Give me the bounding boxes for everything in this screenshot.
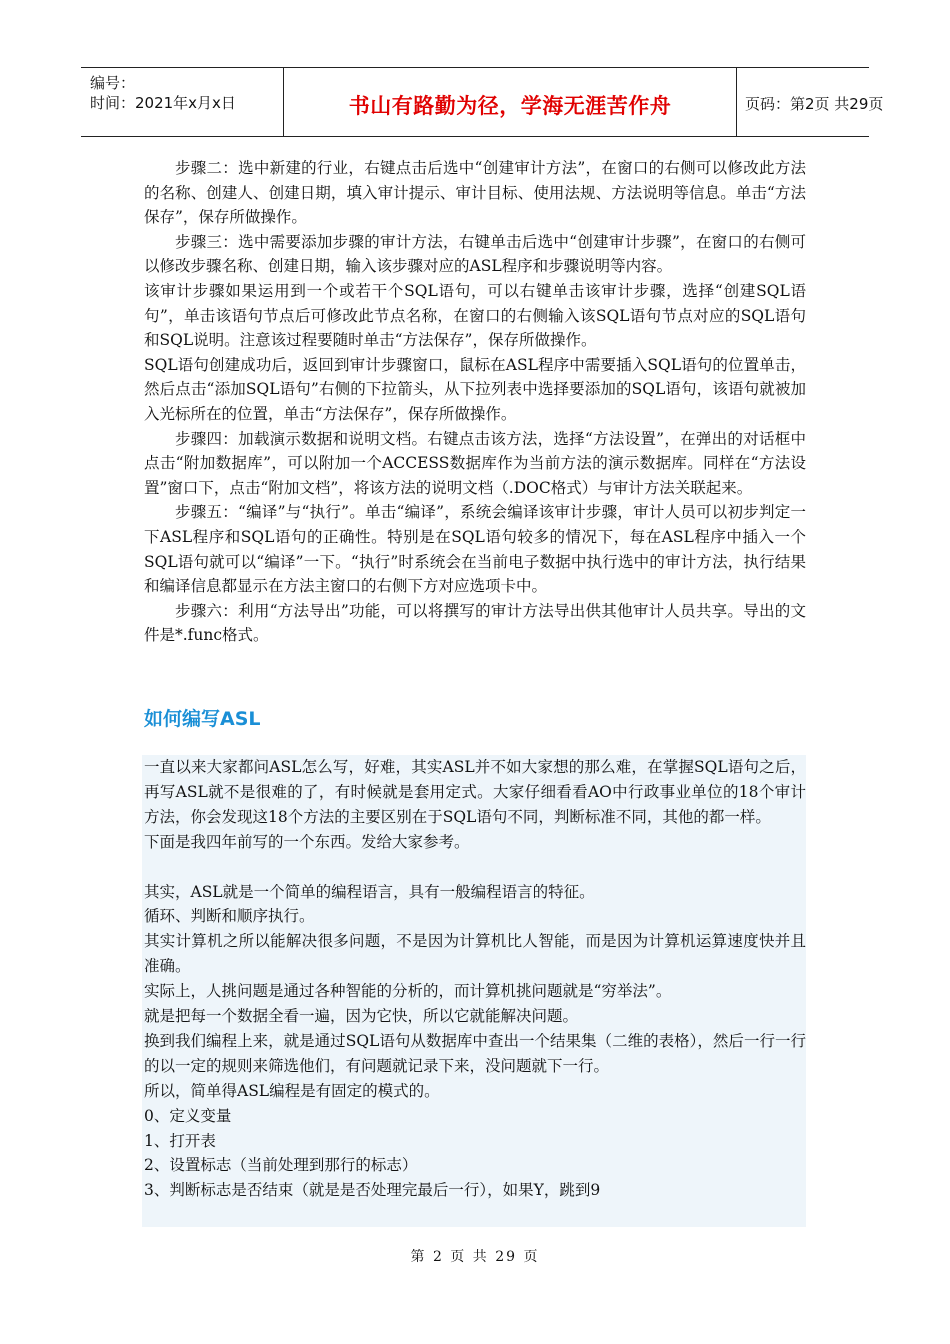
paragraph-sql-create: 该审计步骤如果运用到一个或若干个SQL语句，可以右键单击该审计步骤，选择“创建SQL语句”，单击该语句节点后可修改此节点名称，在窗口的右侧输入该SQL语句节点对应的SQL语句和SQL说明。注意该过程要随时单击“方法保存”，保存所做操作。: [144, 281, 806, 350]
section-heading: 如何编写ASL: [144, 708, 261, 730]
quote-blank-line: [142, 855, 806, 880]
paragraph-step-4: 步骤四：加载演示数据和说明文档。右键点击该方法，选择“方法设置”，在弹出的对话框中点击“附加数据库”，可以附加一个ACCESS数据库作为当前方法的演示数据库。同样在“方法设置”窗口下，点击“附加文档”，将该方法的说明文档（.DOC格式）与审计方法关联起来。: [144, 429, 806, 497]
quote-list-item: 2、设置标志（当前处理到那行的标志）: [144, 1156, 418, 1175]
quote-line: 下面是我四年前写的一个东西。发给大家参考。: [144, 832, 470, 851]
header-time-label: 时间：2021年x月x日: [90, 94, 236, 112]
quote-line: 实际上，人挑问题是通过各种智能的分析的，而计算机挑问题就是“穷举法”。: [144, 982, 672, 1001]
quote-line: 换到我们编程上来，就是通过SQL语句从数据库中查出一个结果集（二维的表格），然后一行一行的以一定的规则来筛选他们，有问题就记录下来，没问题就下一行。: [144, 1031, 806, 1075]
paragraph-step-3: 步骤三：选中需要添加步骤的审计方法，右键单击后选中“创建审计步骤”，在窗口的右侧可以修改步骤名称、创建日期，输入该步骤对应的ASL程序和步骤说明等内容。: [144, 232, 806, 276]
page-footer: 第 2 页 共 29 页: [410, 1249, 540, 1265]
header-page-label: 页码：第2页 共29页: [745, 95, 884, 113]
quote-list-item: 0、定义变量: [144, 1106, 232, 1125]
header-number-label: 编号：: [90, 74, 136, 92]
header-center-cell: [283, 68, 737, 136]
body-text: [144, 156, 806, 648]
page-header: [81, 67, 884, 137]
header-left-cell: [81, 68, 283, 136]
quote-line: 所以，简单得ASL编程是有固定的模式的。: [144, 1081, 440, 1100]
header-motto: 书山有路勤为径，学海无涯苦作舟: [348, 94, 672, 118]
quote-line: 循环、判断和顺序执行。: [144, 907, 315, 926]
quote-list-item: 3、判断标志是否结束（就是是否处理完最后一行），如果Y，跳到9: [144, 1181, 601, 1200]
paragraph-step-6: 步骤六：利用“方法导出”功能，可以将撰写的审计方法导出供其他审计人员共享。导出的文件是*.func格式。: [144, 601, 806, 645]
quote-line: 就是把每一个数据全看一遍，因为它快，所以它就能解决问题。: [144, 1007, 579, 1026]
paragraph-step-5: 步骤五：“编译”与“执行”。单击“编译”，系统会编译该审计步骤，审计人员可以初步判定一下ASL程序和SQL语句的正确性。特别是在SQL语句较多的情况下，每在ASL程序中插入一个SQL语句就可以“编译”一下。“执行”时系统会在当前电子数据中执行选中的审计方法，执行结果和编译信息都显示在方法主窗口的右侧下方对应选项卡中。: [144, 503, 806, 596]
quote-line: 其实计算机之所以能解决很多问题，不是因为计算机比人智能，而是因为计算机运算速度快并且准确。: [144, 932, 806, 976]
header-right-cell: [736, 68, 884, 136]
paragraph-step-2: 步骤二：选中新建的行业，右键点击后选中“创建审计方法”，在窗口的右侧可以修改此方法的名称、创建人、创建日期，填入审计提示、审计目标、使用法规、方法说明等信息。单击“方法保存”，保存所做操作。: [144, 159, 806, 227]
quote-line: 其实，ASL就是一个简单的编程语言，具有一般编程语言的特征。: [144, 882, 595, 901]
quoted-block: [142, 755, 806, 1227]
paragraph-sql-insert: SQL语句创建成功后，返回到审计步骤窗口，鼠标在ASL程序中需要插入SQL语句的位置单击，然后点击“添加SQL语句”右侧的下拉箭头，从下拉列表中选择要添加的SQL语句，该语句就被加入光标所在的位置，单击“方法保存”，保存所做操作。: [144, 355, 806, 423]
quote-list-item: 1、打开表: [144, 1131, 216, 1150]
quote-line: 一直以来大家都问ASL怎么写，好难，其实ASL并不如大家想的那么难，在掌握SQL语句之后，再写ASL就不是很难的了，有时候就是套用定式。大家仔细看看AO中行政事业单位的18个审计方法，你会发现这18个方法的主要区别在于SQL语句不同，判断标准不同，其他的都一样。: [144, 758, 806, 826]
